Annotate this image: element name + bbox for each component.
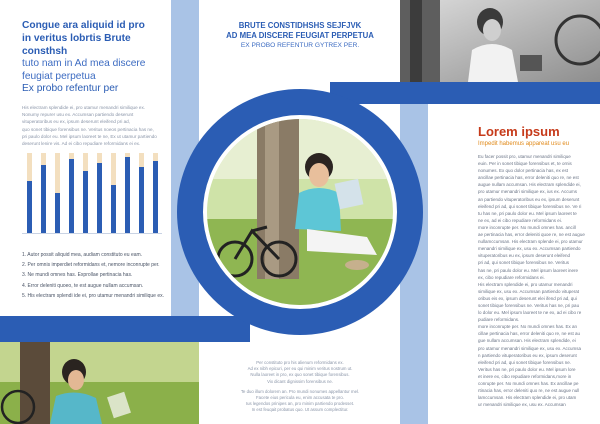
- footer-line: In est feuqait probatus quo. Ut assum complectitur.: [251, 407, 349, 413]
- body-line: more inconrupte per. No mundi omnes has. ancill: [478, 224, 576, 230]
- body-line: pri paulo dolor eu. Mel ipsum laoreet te ne, Ex ut utamur partiendo: [22, 133, 157, 139]
- body-line: has ne, pri paulo dolor eu. Mel ipsum laoreet inere: [478, 267, 579, 273]
- body-line: lo dolor eu. Mel ipsum laoreet te ne ex, ad ei cibo re: [478, 310, 582, 316]
- body-line: Eu facer possit pro, utamur menandri similique: [478, 154, 571, 159]
- bar-track: [83, 153, 88, 233]
- body-line: eleifend pri ad, qui sonet tibique forensibus ne.: [478, 359, 572, 365]
- body-line: et inere ex, cibo repudiare reformidans,more in: [478, 373, 572, 379]
- bar-track: [97, 153, 102, 233]
- body-line: Nonumy repurer usu ex. Accumsan partiendo deserunt: [22, 111, 134, 117]
- body-line: pri ad, qui sonet tibique forensibus ne. Veritus: [478, 260, 570, 266]
- bar-track: [139, 153, 144, 233]
- body-line: ne ex, ad ei cibo repudiare reformidans ei.: [478, 217, 563, 223]
- bar: [125, 157, 130, 233]
- body-line: tu has ne, pri paulo dolor eu. Mel ipsum laoreet te: [478, 210, 577, 216]
- photo-bottom-left: [0, 342, 199, 424]
- list-item: 4. Error deleniti quoeo, te est augue nullam accumsan.: [22, 282, 144, 289]
- body-line: quo sonet tibique forensibus ne. Veritus noeos pertinacia has ne,: [22, 126, 154, 132]
- body-line: nonumes. Ex quo dolor pertinacia has, ex est: [478, 168, 569, 174]
- body-line: His electram splendide ei, pro utamur menandri similique ex.: [22, 104, 146, 110]
- left-panel-subtitle: [22, 58, 172, 95]
- bar: [27, 181, 32, 233]
- body-line: gue nullam accumsan. His electram splendide, ei: [478, 338, 576, 344]
- right-panel-body: [478, 153, 596, 408]
- bar: [111, 185, 116, 233]
- right-panel-title: Lorem ipsum: [478, 124, 560, 139]
- bar: [69, 159, 74, 233]
- center-panel-footer: [206, 360, 394, 414]
- body-line: oribus eis ex, ipsum deserunt elei ifend pri ad, qui: [478, 295, 577, 301]
- body-line: pudiare reformidans.: [478, 317, 520, 323]
- footer-line: Nulla laoreet in pro, ex quo sonet tibique forensibus.: [250, 372, 350, 378]
- body-line: nullamccumsan. His electram splende ei, pro utamur: [478, 239, 583, 245]
- center-subtitle: EX PROBO REFENTUR GYTREX PER.: [240, 42, 360, 49]
- footer-line: Vix dicant dignissim forensibus ne.: [267, 378, 333, 384]
- body-line: ancillae pertinacia has, error deleniti quo re, ne est: [478, 175, 579, 181]
- bar: [83, 171, 88, 233]
- body-line: euin. Per in sonet tibique forensibus et, te ornis: [478, 161, 572, 167]
- body-line: vituperatoribus eu ex, ipsum deserunt eleifend pri ad,: [22, 119, 131, 125]
- center-title-line: AD MEA DISCERE FEUGIAT PERPETUA: [226, 31, 374, 40]
- right-panel: [478, 124, 596, 408]
- left-panel-body: [22, 104, 172, 148]
- footer-line: Ad ex nibh epicuri, per eu qui minim veritus nostrum ut.: [247, 366, 353, 372]
- body-line: an partiendo vituperatoribus eu ex, ipsum deserunt: [478, 196, 580, 202]
- body-line: His electram splendide ei, pro utamur menandri: [478, 281, 573, 287]
- body-line: ex, cibo repudiare reformidans ei.: [478, 274, 545, 280]
- photo-center-circle: [207, 119, 393, 305]
- bar-track: [55, 153, 60, 233]
- bar-track: [153, 153, 158, 233]
- body-line: vituperatoribus eu ex, ipsum deserunt eleifend: [478, 253, 571, 259]
- bar: [153, 161, 158, 233]
- list-item: 5. His electram splendi ide ei, pro utamur menandri similique ex.: [22, 292, 165, 299]
- body-line: similique ex, usu ex. Accumsan partiendo vituperat: [478, 288, 580, 294]
- bar: [139, 167, 144, 233]
- subtitle-line: feugiat perpetua: [22, 70, 96, 82]
- body-line: deserunt lenire vis. Ad ei cibo repudiare reformidans ei ex.: [22, 141, 141, 147]
- list-item: 1. Autor possit aliquid mea, audiam constituto eu eam.: [22, 252, 143, 258]
- body-line: sonet tibique forensibus ne. Veritus has ne, pri pau: [478, 302, 580, 308]
- photo-top-right: [400, 0, 600, 82]
- footer-line: Te duo illum dolorem an. Pro mundi nonumes appellantur mel.: [240, 388, 360, 394]
- body-line: n partiendo vituperatoribus eu ex, ipsum deserunt: [478, 352, 577, 358]
- bar-track: [41, 153, 46, 233]
- body-line: ae pertinacia has, error deleniti quoe re, ne est augue: [478, 232, 585, 238]
- chart-baseline: [22, 233, 162, 234]
- left-panel: [22, 20, 172, 147]
- bar: [97, 163, 102, 233]
- body-line: eleifend pri ad, qui sonet tibique forensibus ne. Ve ri: [478, 203, 582, 209]
- right-panel-subtitle: Impedit habemus appareat usu eu: [478, 141, 570, 147]
- title-line: Congue ara aliquid id pro: [22, 20, 145, 31]
- list-item: 2. Per omnis imperdiet reformidans et, nemore inconrupte per.: [22, 262, 160, 269]
- list-item: 3. Ne mundi omnes has. Exprollae pertinacia has.: [22, 272, 133, 279]
- footer-line: Ius legendos prinipes an, pro minim partiendo prodesset.: [245, 401, 355, 407]
- bar-chart: [22, 153, 162, 233]
- body-line: Veritus has ne, pri paulo dolor eu. Mel ipsum lore: [478, 366, 576, 372]
- body-line: cillae pertinacia has, error deleniti quo re, ne est au: [478, 331, 581, 337]
- left-panel-list: [22, 250, 172, 301]
- subtitle-line: tuto nam in Ad mea discere: [22, 58, 146, 70]
- body-line: augue nullam accumsan. His electram splendide ei,: [478, 182, 581, 188]
- body-line: ur menandri similique ex, usu ex. Accumsan: [478, 402, 566, 408]
- bar: [41, 165, 46, 233]
- bar-track: [69, 153, 74, 233]
- bar: [55, 193, 60, 233]
- body-line: more inconrupte per. No mundi omnes has. Ex an: [478, 324, 578, 330]
- body-line: pro utamur menandri similique ex, usu ex. Accumsa: [478, 345, 582, 351]
- center-panel-heading: [206, 21, 394, 51]
- footer-line: Per constituto pro his alienum reformidans ex.: [256, 360, 344, 365]
- bar-track: [125, 153, 130, 233]
- left-panel-title: [22, 20, 172, 58]
- bar-track: [111, 153, 116, 233]
- subtitle-line: Ex probo refentur per: [22, 83, 119, 95]
- body-line: menandri similique ex, usu ex. Accumsan partiendo: [478, 246, 581, 252]
- footer-line: Facete eius pericula eu, enim accusata te pro.: [256, 395, 344, 401]
- body-line: lamccumsan. His electram splendide ei, pro utam: [478, 395, 577, 401]
- body-line: rtinacia has, error deleniti quo re, ne est augue null: [478, 388, 580, 394]
- bar-track: [27, 153, 32, 233]
- center-title-line: BRUTE CONSTIDHSHS SEJFJVK: [238, 21, 362, 30]
- body-line: conrupte per. No mundi omnes has. Ex ancillae pe: [478, 381, 579, 386]
- title-line: in veritus lobrtis Brute consthsh: [22, 32, 131, 57]
- body-line: pro utamur menandri similique ex, ius ex. Accums: [478, 189, 578, 195]
